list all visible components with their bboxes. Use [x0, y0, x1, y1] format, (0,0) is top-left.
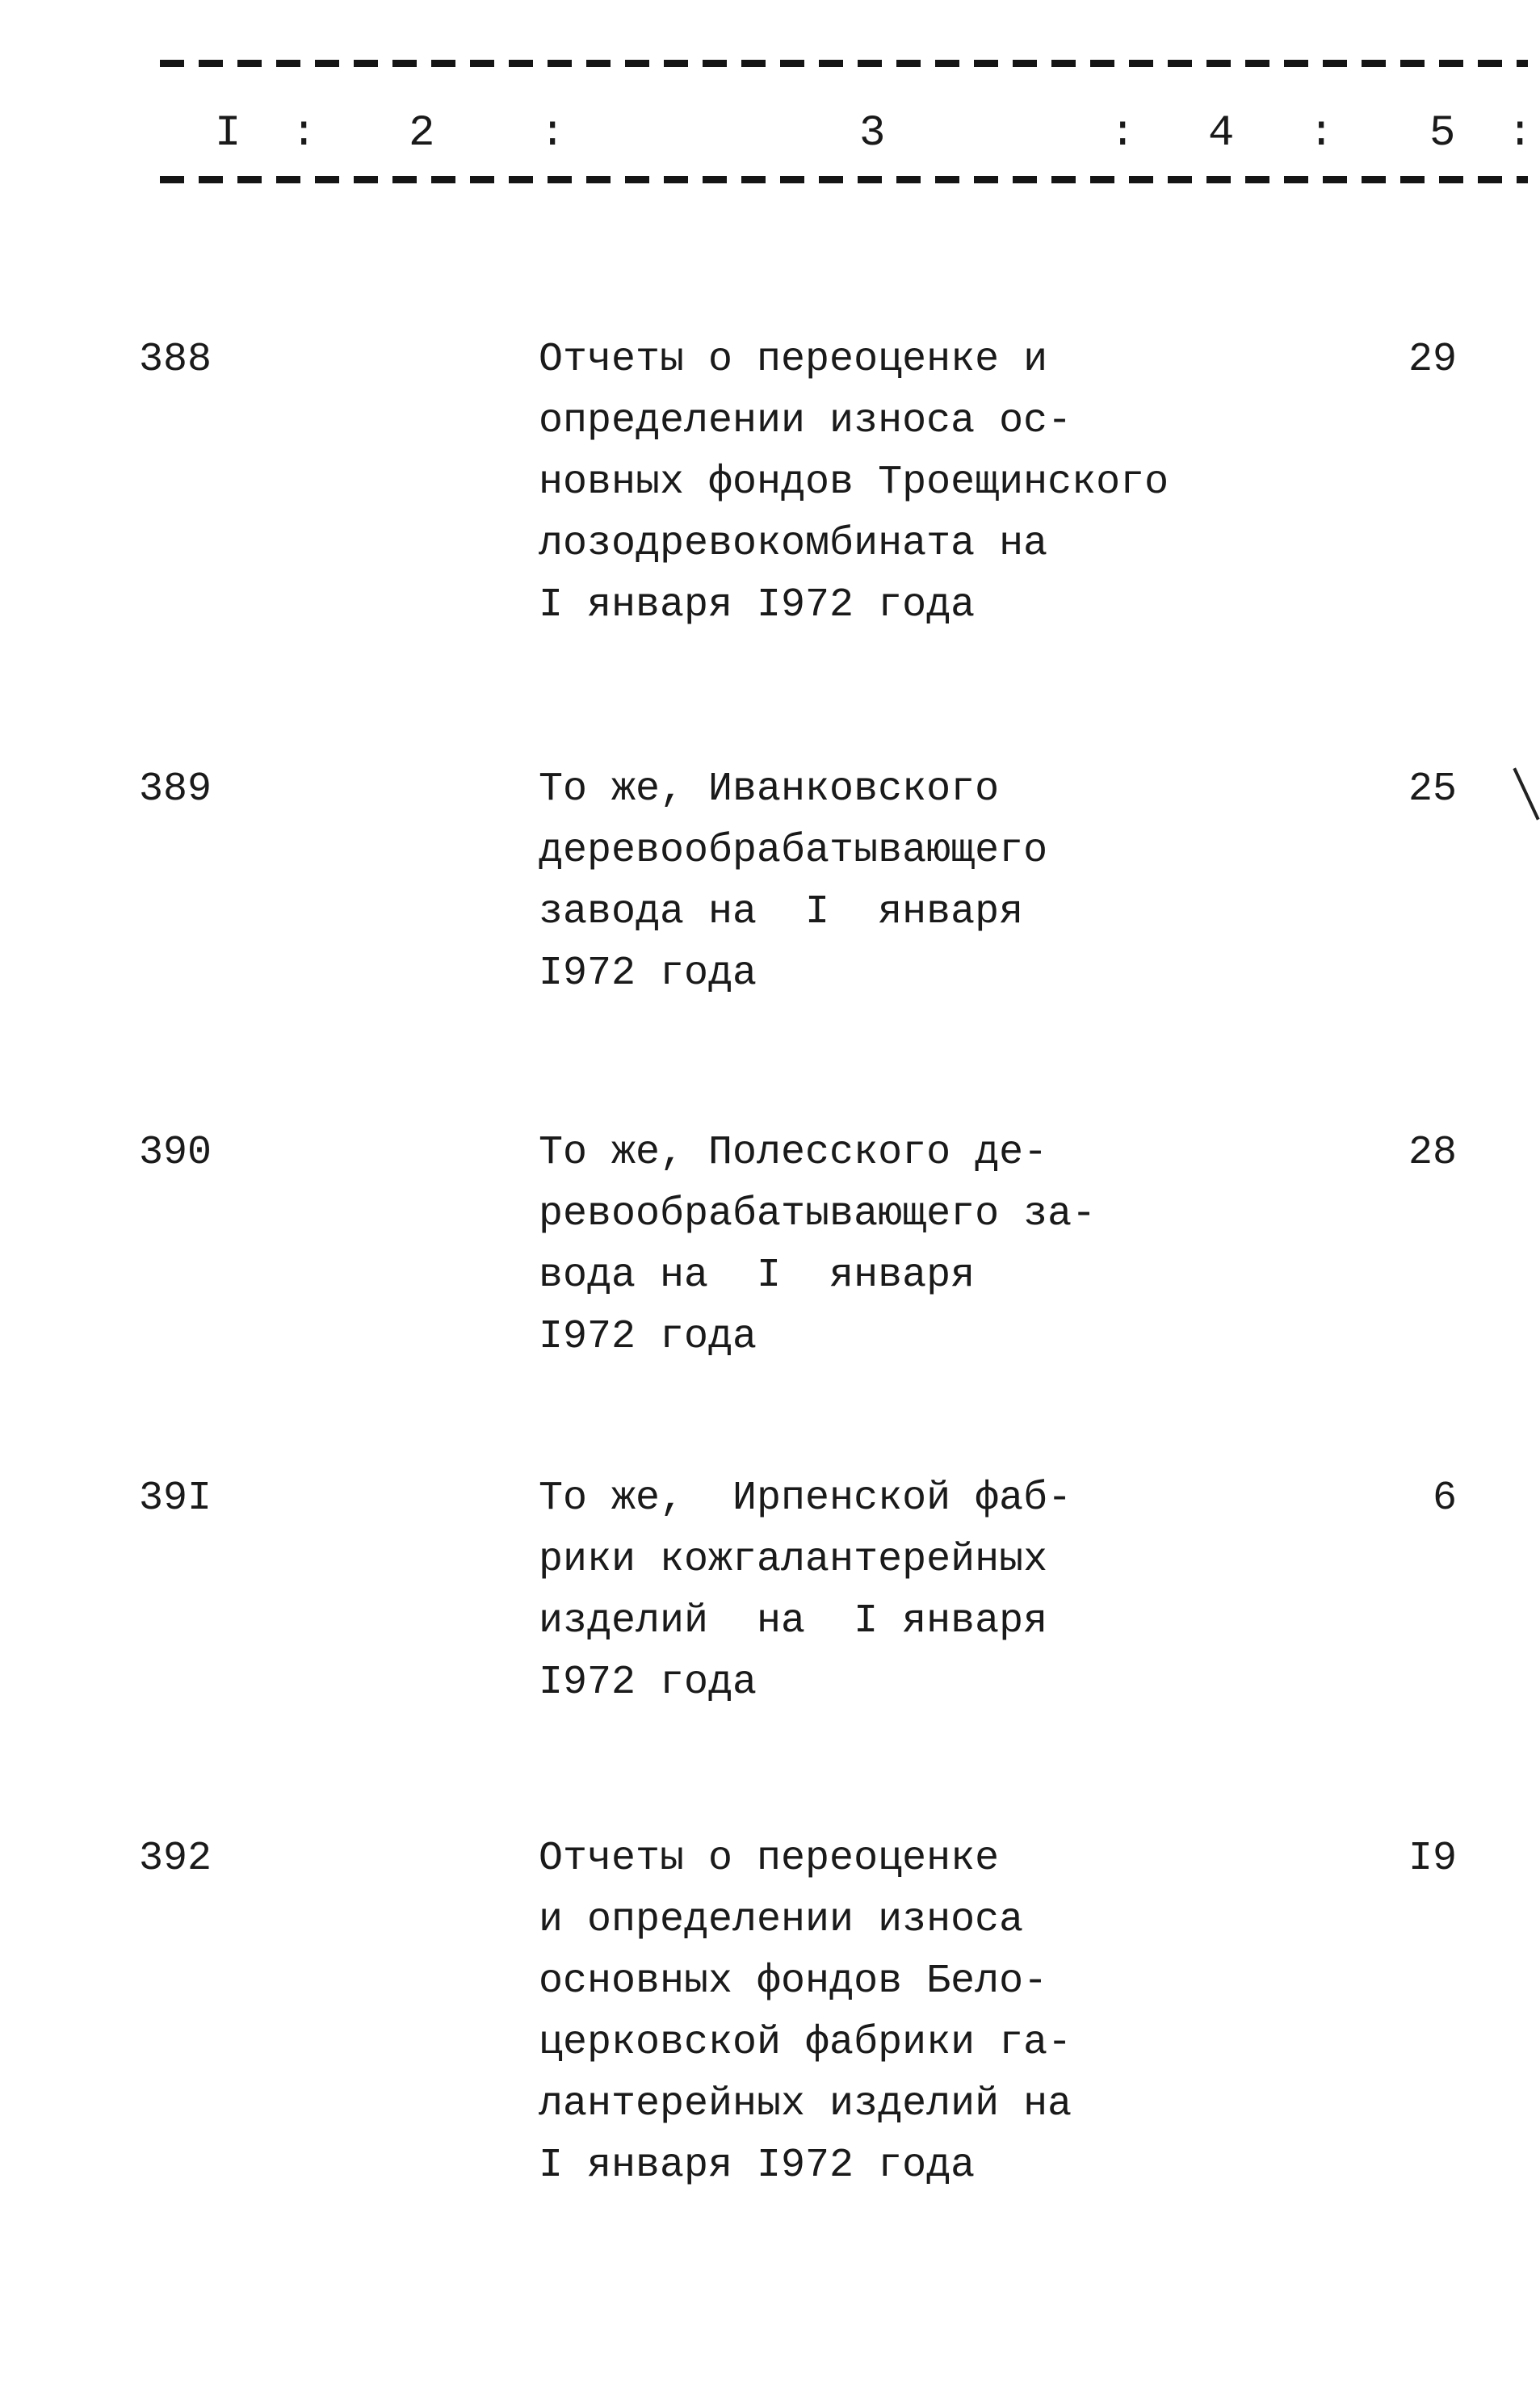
- column-separator: :: [291, 109, 317, 158]
- description-line: I972 года: [539, 1660, 757, 1706]
- file-description: [539, 1123, 1096, 1368]
- description-line: Отчеты о переоценке и: [539, 337, 1048, 383]
- column-number-1: I: [215, 109, 241, 158]
- description-line: лантерейных изделий на: [539, 2081, 1072, 2127]
- column-number-2: 2: [409, 109, 435, 158]
- description-line: деревообрабатывающего: [539, 828, 1048, 874]
- description-line: I января I972 года: [539, 582, 976, 628]
- sheet-count: 6: [1432, 1476, 1457, 1522]
- file-description: [539, 1828, 1072, 2197]
- sheet-count: I9: [1408, 1836, 1457, 1882]
- column-number-5: 5: [1429, 109, 1456, 158]
- description-line: I972 года: [539, 1314, 757, 1360]
- description-line: Отчеты о переоценке: [539, 1836, 1000, 1882]
- description-line: вода на I января: [539, 1253, 976, 1299]
- description-line: То же, Ирпенской фаб-: [539, 1476, 1072, 1522]
- file-description: [539, 759, 1047, 1005]
- description-line: То же, Иванковского: [539, 766, 1000, 812]
- sheet-count: 29: [1408, 337, 1457, 383]
- file-description: [539, 330, 1169, 636]
- check-mark-icon: [1513, 767, 1539, 820]
- file-number: 390: [139, 1130, 212, 1176]
- sheet-count: 25: [1408, 766, 1457, 812]
- column-separator: :: [1308, 109, 1335, 158]
- description-line: и определении износа: [539, 1897, 1024, 1943]
- file-number: 388: [139, 337, 212, 383]
- description-line: лозодревокомбината на: [539, 521, 1048, 567]
- file-number: 389: [139, 766, 212, 812]
- description-line: завода на I января: [539, 889, 1024, 935]
- column-number-4: 4: [1208, 109, 1235, 158]
- header-bottom-rule: [160, 176, 1528, 183]
- description-line: I января I972 года: [539, 2143, 976, 2189]
- description-line: основных фондов Бело-: [539, 1958, 1048, 2005]
- file-description: [539, 1468, 1072, 1714]
- description-line: определении износа ос-: [539, 398, 1072, 444]
- column-separator: :: [1507, 109, 1534, 158]
- column-separator: :: [1110, 109, 1136, 158]
- column-separator: :: [539, 109, 566, 158]
- file-number: 392: [139, 1836, 212, 1882]
- header-top-rule: [160, 60, 1528, 67]
- description-line: I972 года: [539, 951, 757, 997]
- sheet-count: 28: [1408, 1130, 1457, 1176]
- file-number: 39I: [139, 1476, 212, 1522]
- description-line: рики кожгалантерейных: [539, 1537, 1048, 1583]
- description-line: То же, Полесского де-: [539, 1130, 1048, 1176]
- description-line: новных фондов Троещинского: [539, 460, 1169, 506]
- column-number-3: 3: [859, 109, 886, 158]
- description-line: ревообрабатывающего за-: [539, 1191, 1097, 1237]
- description-line: церковской фабрики га-: [539, 2020, 1072, 2066]
- description-line: изделий на I января: [539, 1598, 1048, 1644]
